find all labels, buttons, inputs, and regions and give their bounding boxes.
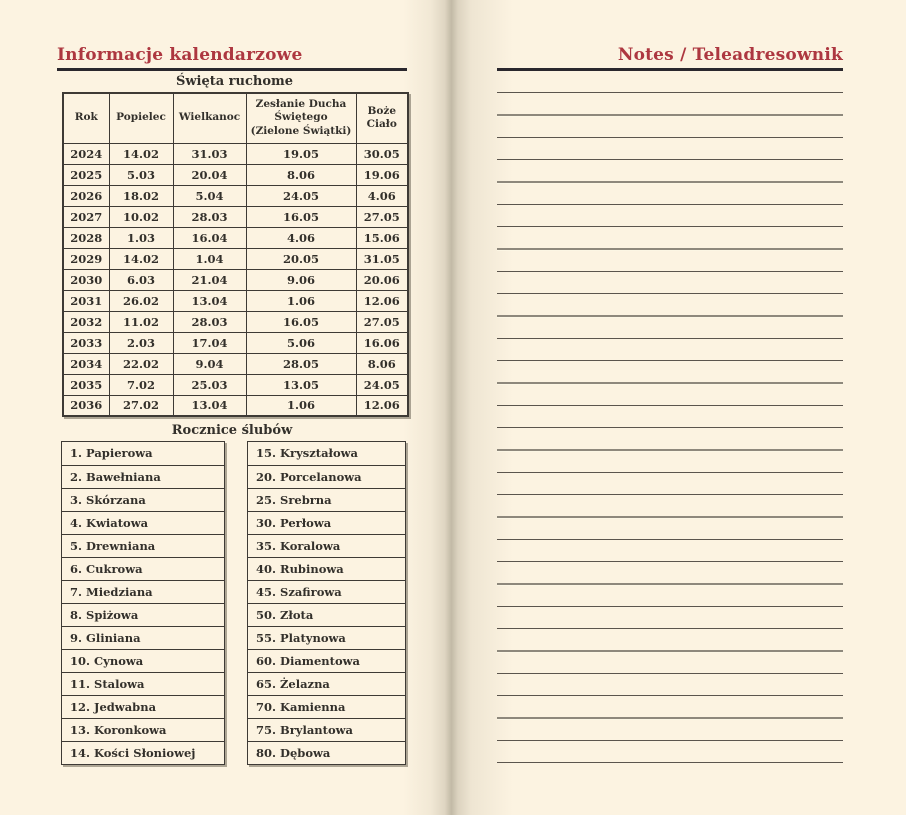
feast-cell: 5.06 xyxy=(246,332,356,353)
feast-cell: 18.02 xyxy=(109,185,173,206)
feast-cell: 2035 xyxy=(63,374,109,395)
anniversary-item: 7. Miedziana xyxy=(62,580,224,603)
feast-cell: 12.06 xyxy=(356,290,408,311)
feast-table-header xyxy=(63,93,408,143)
ruled-line xyxy=(497,696,843,718)
feast-cell: 2036 xyxy=(63,395,109,416)
anniversary-item: 1. Papierowa xyxy=(70,446,153,460)
feast-cell: 7.02 xyxy=(109,374,173,395)
feast-cell: 30.05 xyxy=(356,143,408,164)
feast-cell: 31.03 xyxy=(173,143,246,164)
feast-cell: 31.05 xyxy=(356,248,408,269)
feast-cell: 2024 xyxy=(63,143,109,164)
anniversary-item: 15. Kryształowa xyxy=(256,446,358,460)
ruled-line xyxy=(497,294,843,316)
feast-column-header: Wielkanoc xyxy=(173,93,246,143)
feast-cell: 27.02 xyxy=(109,395,173,416)
feast-cell: 1.03 xyxy=(109,227,173,248)
anniversary-item: 80. Dębowa xyxy=(248,741,405,764)
feast-cell: 2033 xyxy=(63,332,109,353)
ruled-line xyxy=(497,585,843,607)
left-page-title: Informacje kalendarzowe xyxy=(57,45,303,65)
feast-table-row xyxy=(63,332,408,353)
feast-cell: 20.04 xyxy=(173,164,246,185)
anniversary-item: 55. Platynowa xyxy=(248,626,405,649)
feast-cell: 28.03 xyxy=(173,311,246,332)
anniversary-item: 13. Koronkowa xyxy=(62,718,224,741)
anniversary-item: 11. Stalowa xyxy=(62,672,224,695)
anniversary-item: 20. Porcelanowa xyxy=(248,465,405,488)
feast-cell: 5.04 xyxy=(173,185,246,206)
movable-feasts-table xyxy=(62,92,409,417)
feast-table-row xyxy=(63,143,408,164)
right-page-title: Notes / Teleadresownik xyxy=(617,45,843,65)
ruled-line xyxy=(497,652,843,674)
ruled-line xyxy=(497,183,843,205)
feast-cell: 2034 xyxy=(63,353,109,374)
feast-cell: 6.03 xyxy=(109,269,173,290)
feast-column-header: Rok xyxy=(63,93,109,143)
ruled-line xyxy=(497,741,843,763)
feast-cell: 14.02 xyxy=(109,248,173,269)
anniversary-item: 9. Gliniana xyxy=(62,626,224,649)
feast-table-row xyxy=(63,395,408,416)
feast-cell: 8.06 xyxy=(356,353,408,374)
ruled-line xyxy=(497,674,843,696)
anniversary-item: 2. Bawełniana xyxy=(62,465,224,488)
feast-table-row xyxy=(63,353,408,374)
ruled-line xyxy=(497,495,843,517)
feast-cell: 20.06 xyxy=(356,269,408,290)
feast-cell: 4.06 xyxy=(356,185,408,206)
feast-table-row xyxy=(63,269,408,290)
feast-cell: 25.03 xyxy=(173,374,246,395)
anniversary-item: 12. Jedwabna xyxy=(62,695,224,718)
feast-cell: 21.04 xyxy=(173,269,246,290)
ruled-line xyxy=(497,540,843,562)
feast-cell: 2.03 xyxy=(109,332,173,353)
feast-column-header: Zesłanie Ducha Świętego (Zielone Świątki) xyxy=(246,93,356,143)
notes-ruled-lines xyxy=(497,71,843,763)
anniversary-item: 40. Rubinowa xyxy=(248,557,405,580)
ruled-line xyxy=(497,562,843,584)
feast-cell: 24.05 xyxy=(356,374,408,395)
anniversary-item: 50. Złota xyxy=(248,603,405,626)
anniversary-item: 25. Srebrna xyxy=(248,488,405,511)
anniversary-item: 35. Koralowa xyxy=(248,534,405,557)
feast-cell: 4.06 xyxy=(246,227,356,248)
feast-cell: 13.04 xyxy=(173,395,246,416)
ruled-line xyxy=(497,71,843,93)
anniversary-item: 75. Brylantowa xyxy=(248,718,405,741)
anniversary-item: 5. Drewniana xyxy=(62,534,224,557)
ruled-line xyxy=(497,384,843,406)
ruled-line xyxy=(497,428,843,450)
feast-cell: 1.06 xyxy=(246,395,356,416)
feast-cell: 16.06 xyxy=(356,332,408,353)
feast-cell: 16.05 xyxy=(246,206,356,227)
anniversaries-lists xyxy=(61,441,406,765)
feast-cell: 8.06 xyxy=(246,164,356,185)
feast-cell: 13.05 xyxy=(246,374,356,395)
anniversary-item: 45. Szafirowa xyxy=(248,580,405,603)
feast-cell: 12.06 xyxy=(356,395,408,416)
ruled-line xyxy=(497,339,843,361)
ruled-line xyxy=(497,272,843,294)
ruled-line xyxy=(497,629,843,651)
feast-cell: 17.04 xyxy=(173,332,246,353)
feast-table-row xyxy=(63,290,408,311)
feast-cell: 19.05 xyxy=(246,143,356,164)
feast-cell: 13.04 xyxy=(173,290,246,311)
anniversaries-list-right xyxy=(247,441,406,765)
feast-cell: 26.02 xyxy=(109,290,173,311)
ruled-line xyxy=(497,451,843,473)
anniversary-item: 70. Kamienna xyxy=(248,695,405,718)
ruled-line xyxy=(497,250,843,272)
ruled-line xyxy=(497,361,843,383)
ruled-line xyxy=(497,317,843,339)
feast-cell: 2031 xyxy=(63,290,109,311)
feast-cell: 15.06 xyxy=(356,227,408,248)
anniversaries-list-left xyxy=(61,441,225,765)
anniversary-item: 4. Kwiatowa xyxy=(62,511,224,534)
anniversary-item: 8. Spiżowa xyxy=(62,603,224,626)
feast-cell: 2027 xyxy=(63,206,109,227)
left-page xyxy=(57,45,407,765)
ruled-line xyxy=(497,227,843,249)
right-page xyxy=(497,45,843,763)
anniversary-item: 14. Kości Słoniowej xyxy=(62,741,224,764)
ruled-line xyxy=(497,406,843,428)
feast-column-header: Popielec xyxy=(109,93,173,143)
feast-cell: 20.05 xyxy=(246,248,356,269)
ruled-line xyxy=(497,518,843,540)
feast-cell: 24.05 xyxy=(246,185,356,206)
feast-table-row xyxy=(63,185,408,206)
feast-cell: 19.06 xyxy=(356,164,408,185)
anniversary-item: 3. Skórzana xyxy=(62,488,224,511)
feast-cell: 1.04 xyxy=(173,248,246,269)
feast-cell: 27.05 xyxy=(356,311,408,332)
ruled-line xyxy=(497,160,843,182)
feast-cell: 10.02 xyxy=(109,206,173,227)
feast-cell: 2030 xyxy=(63,269,109,290)
anniversary-item: 6. Cukrowa xyxy=(62,557,224,580)
ruled-line xyxy=(497,116,843,138)
movable-feasts-title: Święta ruchome xyxy=(175,74,294,89)
feast-column-header: Boże Ciało xyxy=(356,93,408,143)
feast-table-row xyxy=(63,206,408,227)
ruled-line xyxy=(497,607,843,629)
feast-cell: 28.03 xyxy=(173,206,246,227)
anniversary-item: 10. Cynowa xyxy=(62,649,224,672)
feast-cell: 5.03 xyxy=(109,164,173,185)
feast-cell: 14.02 xyxy=(109,143,173,164)
feast-cell: 22.02 xyxy=(109,353,173,374)
ruled-line xyxy=(497,138,843,160)
feast-table-row xyxy=(63,164,408,185)
feast-cell: 9.04 xyxy=(173,353,246,374)
feast-cell: 16.04 xyxy=(173,227,246,248)
feast-cell: 2026 xyxy=(63,185,109,206)
ruled-line xyxy=(497,93,843,115)
ruled-line xyxy=(497,719,843,741)
ruled-line xyxy=(497,205,843,227)
feast-cell: 2029 xyxy=(63,248,109,269)
anniversary-item: 65. Żelazna xyxy=(248,672,405,695)
feast-cell: 2032 xyxy=(63,311,109,332)
feast-cell: 11.02 xyxy=(109,311,173,332)
feast-cell: 28.05 xyxy=(246,353,356,374)
feast-table-row xyxy=(63,227,408,248)
anniversary-item: 60. Diamentowa xyxy=(248,649,405,672)
feast-table-row xyxy=(63,374,408,395)
anniversaries-title: Rocznice ślubów xyxy=(171,423,293,438)
feast-cell: 16.05 xyxy=(246,311,356,332)
feast-table-row xyxy=(63,311,408,332)
ruled-line xyxy=(497,473,843,495)
feast-table-row xyxy=(63,248,408,269)
feast-cell: 2025 xyxy=(63,164,109,185)
feast-cell: 27.05 xyxy=(356,206,408,227)
feast-cell: 9.06 xyxy=(246,269,356,290)
anniversary-item: 30. Perłowa xyxy=(248,511,405,534)
feast-cell: 2028 xyxy=(63,227,109,248)
feast-cell: 1.06 xyxy=(246,290,356,311)
